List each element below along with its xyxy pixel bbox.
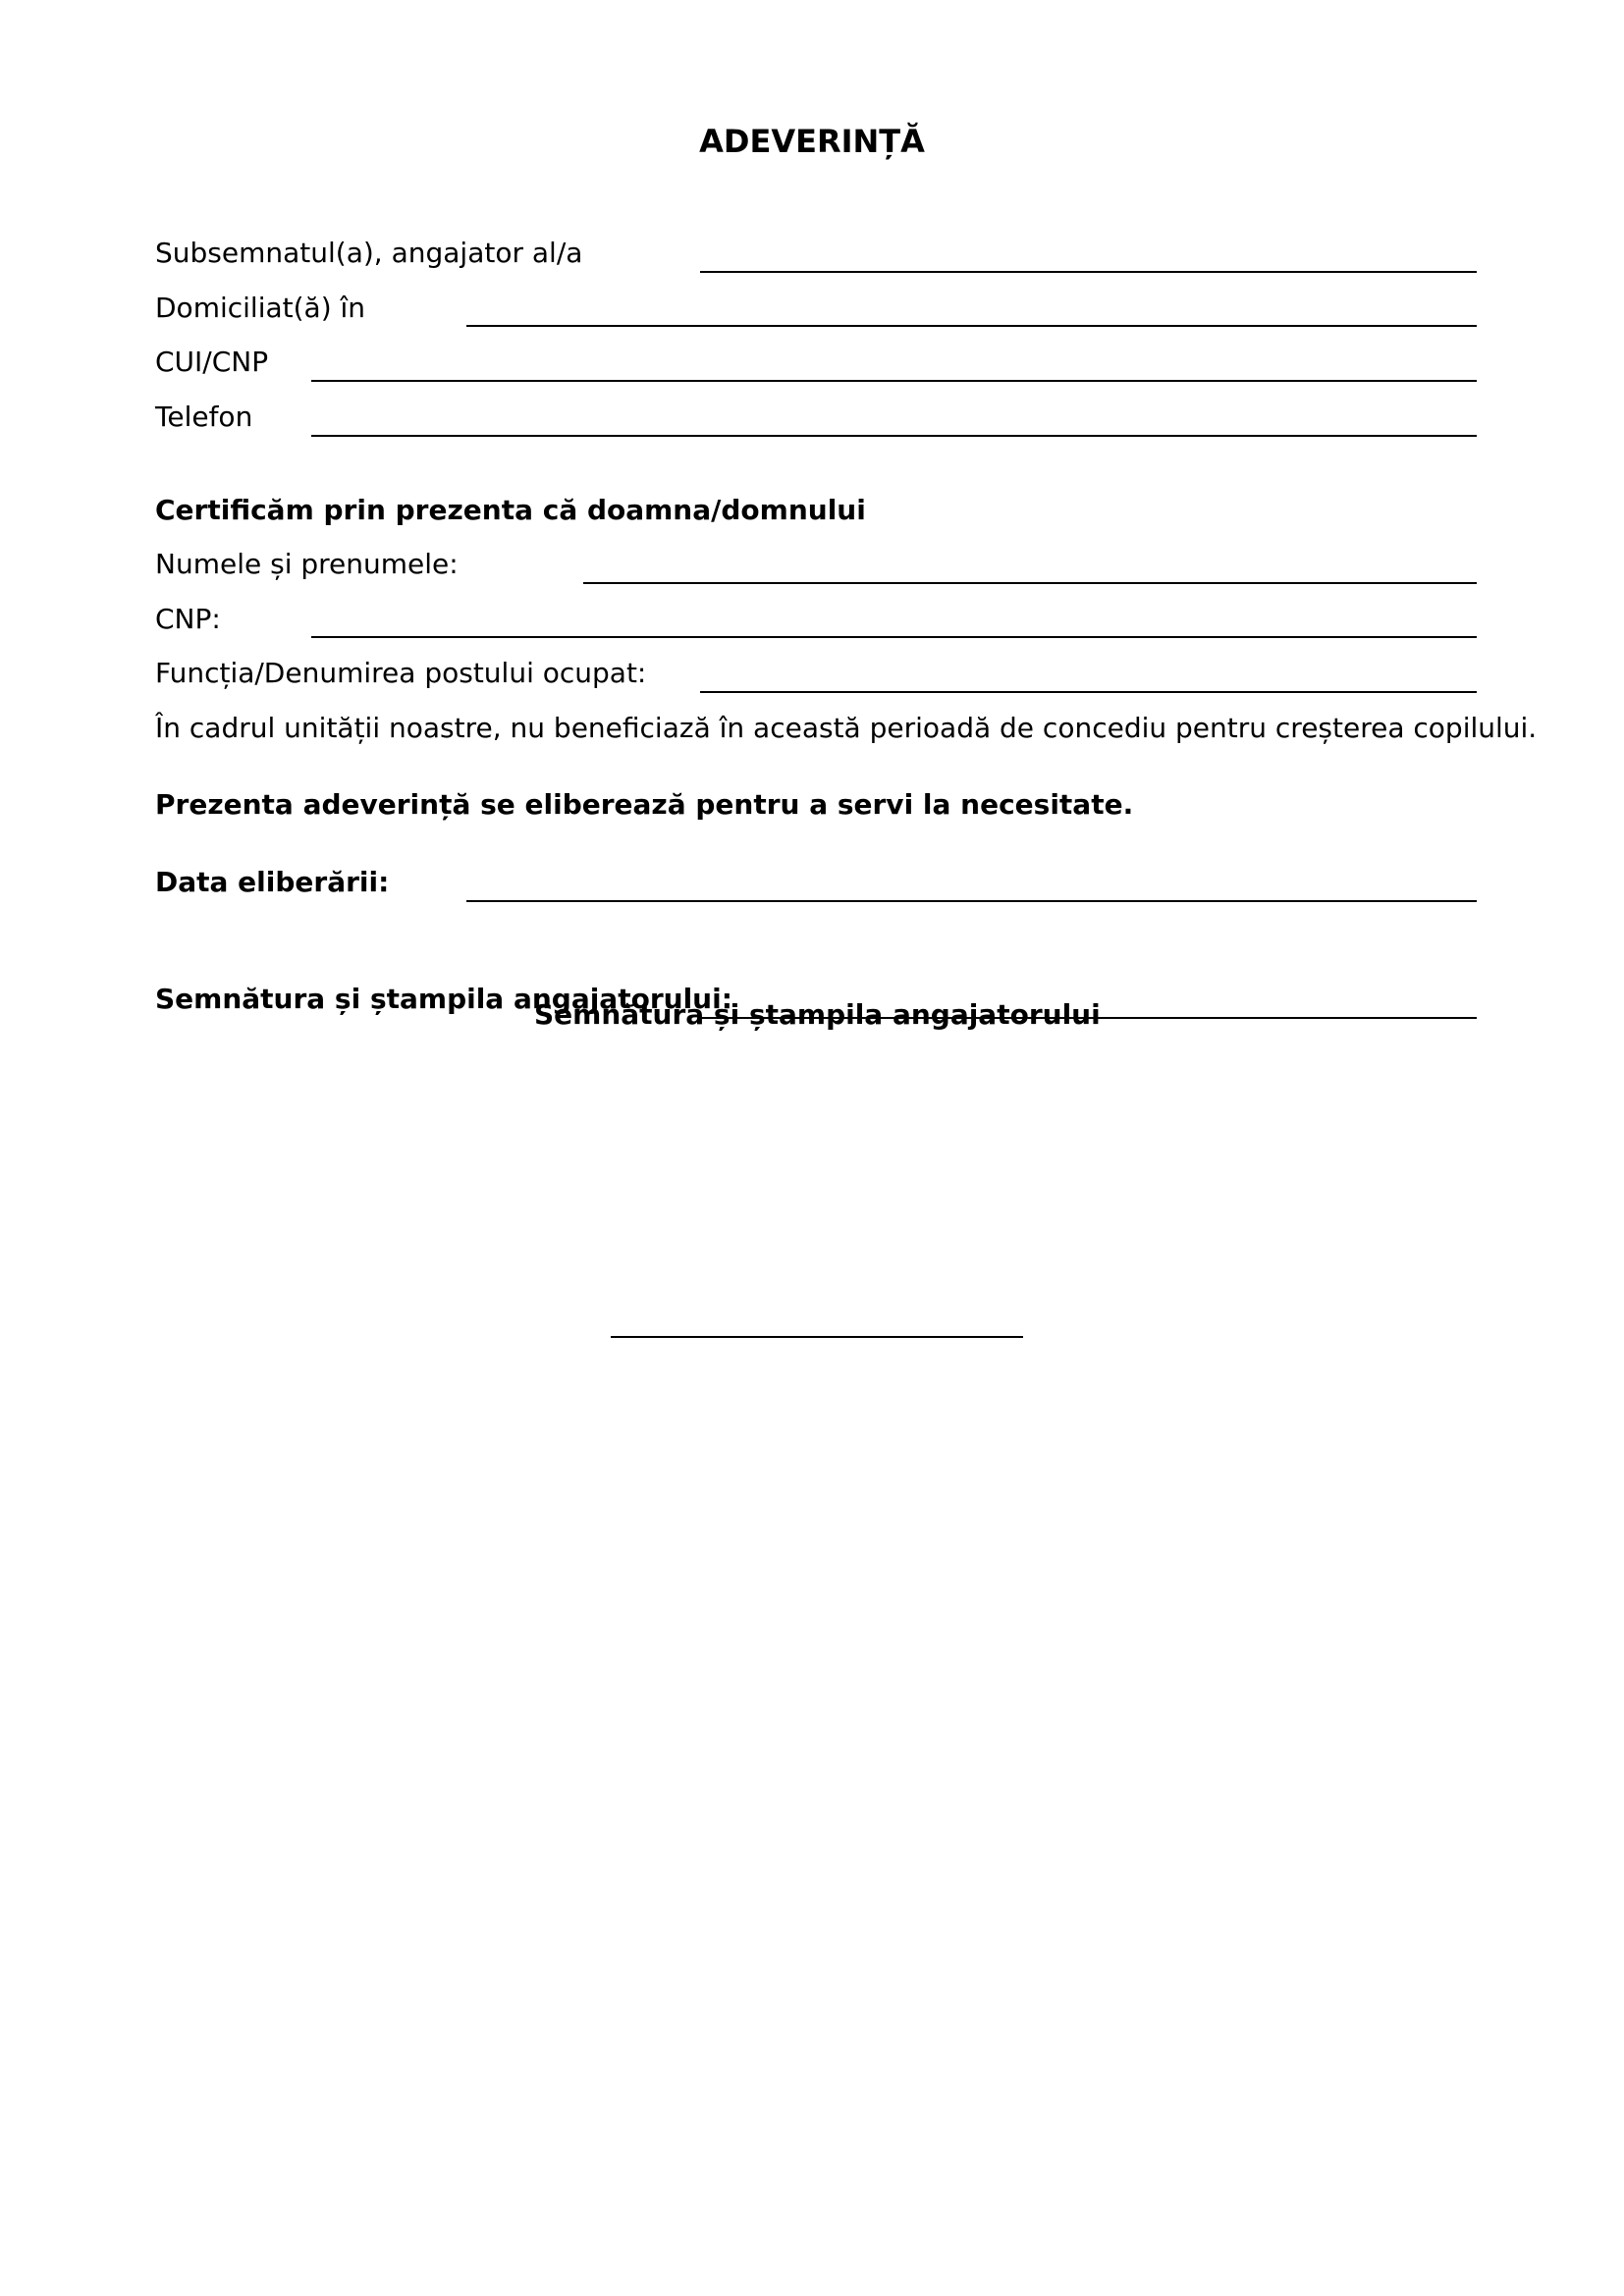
name-fill-line[interactable] xyxy=(583,582,1477,584)
childcare-statement: În cadrul unității noastre, nu beneficiază în această perioadă de concediu pentru creșterea copilului. xyxy=(155,712,1538,744)
position-fill-line[interactable] xyxy=(700,691,1477,693)
cui-cnp-label: CUI/CNP xyxy=(155,346,269,378)
document-title: ADEVERINȚĂ xyxy=(699,123,925,160)
employer-label: Subsemnatul(a), angajator al/a xyxy=(155,237,583,269)
signature-label: Semnătura și ștampila angajatorului: xyxy=(155,983,732,1015)
employer-fill-line[interactable] xyxy=(700,271,1477,273)
purpose-statement: Prezenta adeverință se eliberează pentru a servi la necesitate. xyxy=(155,788,1134,821)
address-fill-line[interactable] xyxy=(466,325,1477,327)
signature-caption: Semnătura și ștampila angajatorului xyxy=(534,998,1101,1031)
issue-date-label: Data eliberării: xyxy=(155,866,390,898)
certification-intro: Certificăm prin prezenta că doamna/domnului xyxy=(155,494,866,526)
cnp-label: CNP: xyxy=(155,603,221,635)
cui-cnp-fill-line[interactable] xyxy=(311,380,1477,382)
issue-date-fill-line[interactable] xyxy=(466,900,1477,902)
name-label: Numele și prenumele: xyxy=(155,548,459,580)
phone-fill-line[interactable] xyxy=(311,435,1477,437)
address-label: Domiciliat(ă) în xyxy=(155,292,366,324)
cnp-fill-line[interactable] xyxy=(311,636,1477,638)
position-label: Funcția/Denumirea postului ocupat: xyxy=(155,657,647,689)
signature-line[interactable] xyxy=(611,1336,1023,1338)
phone-label: Telefon xyxy=(155,400,253,433)
